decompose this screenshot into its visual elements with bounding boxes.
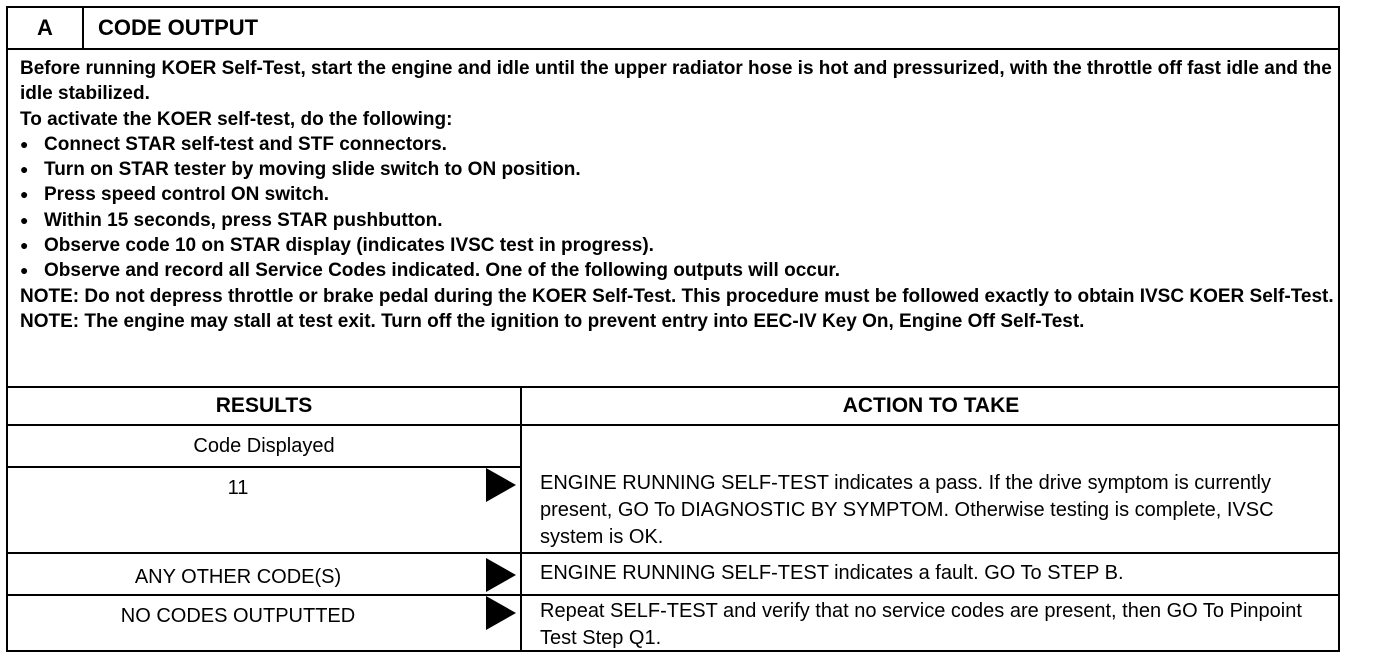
step-letter: A [8,8,84,48]
bullet-item: ● Observe and record all Service Codes indicated. One of the following outputs will occur. [20,258,1336,283]
code-output-sheet [6,6,1340,652]
intro-paragraph: Before running KOER Self-Test, start the engine and idle until the upper radiator hose is hot and pressurized, with the throttle off fast idle and the idle stabilized. [20,58,1332,105]
bullet-item: ● Observe code 10 on STAR display (indicates IVSC test in progress). [20,233,1336,258]
bullet-item: ● Connect STAR self-test and STF connectors. [20,132,1336,157]
step-title: CODE OUTPUT [98,15,259,40]
results-header: RESULTS [215,394,313,417]
column-divider [520,388,522,652]
action-header: ACTION TO TAKE [842,394,1020,417]
note-2: NOTE: The engine may stall at test exit. Turn off the ignition to prevent entry into EEC-IV Key On, Engine Off Self-Test. [20,310,1085,332]
activation-paragraph: To activate the KOER self-test, do the following: [20,108,453,130]
arrow-right-icon [486,468,516,502]
result-cell: NO CODES OUTPUTTED [120,605,356,627]
action-cell: Repeat SELF-TEST and verify that no service codes are present, then GO To Pinpoint Test Step Q1. [540,600,1302,649]
arrow-right-icon [486,558,516,592]
results-table [8,386,1338,652]
row-divider [8,594,1338,596]
arrow-right-icon [486,596,516,630]
result-cell: 11 [227,477,249,499]
subheader-divider [8,466,520,468]
step-header [8,8,1338,50]
row-divider [8,552,1338,554]
code-displayed-subheader: Code Displayed [193,435,335,457]
action-cell: ENGINE RUNNING SELF-TEST indicates a pass. If the drive symptom is currently present, GO To DIAGNOSTIC BY SYMPTOM. Otherwise testing is complete, IVSC system is OK. [540,472,1274,548]
bullet-item: ● Turn on STAR tester by moving slide switch to ON position. [20,157,1336,182]
intro-instructions [20,56,1336,334]
result-cell: ANY OTHER CODE(S) [134,566,342,588]
bullet-item: ● Within 15 seconds, press STAR pushbutton. [20,208,1336,233]
bullet-item: ● Press speed control ON switch. [20,182,1336,207]
header-divider [8,424,1338,426]
action-cell: ENGINE RUNNING SELF-TEST indicates a fault. GO To STEP B. [540,562,1124,584]
note-1: NOTE: Do not depress throttle or brake pedal during the KOER Self-Test. This procedure must be followed exactly to obtain IVSC KOER Self-Test. [20,285,1334,307]
